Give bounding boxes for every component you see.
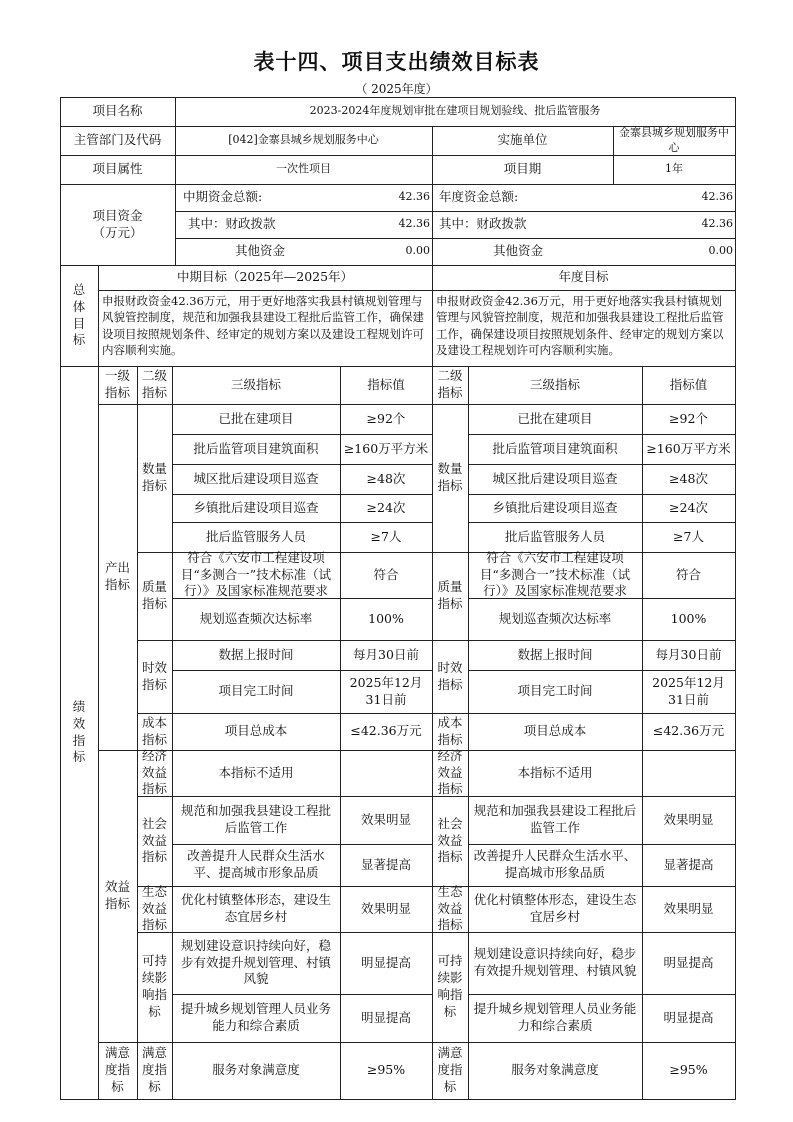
mid-goal-text: 申报财政资金42.36万元，用于更好地落实我县村镇规划管理与风貌管控制度，规范和加强我县建设工程批后监管工作，确保建设项目按照规划条件、经审定的规划方案以及建设工程规划许可内容顺利实施。 — [102, 294, 424, 357]
indicator-value-left: ≥48次 — [366, 470, 406, 486]
indicator-value-right: ≥24次 — [669, 499, 708, 515]
indicator-name-left: 批后监管项目建筑面积 — [193, 440, 319, 456]
indicator-name-left: 城区批后建设项目巡查 — [193, 470, 319, 486]
indicator-value-right: 明显提高 — [663, 1009, 714, 1025]
indicator-name-left: 规范和加强我县建设工程批后监管工作 — [180, 803, 331, 835]
indicator-name-left: 改善提升人民群众生活水平、提高城市形象品质 — [187, 848, 325, 880]
level1-satisfaction: 满意 度指 标 — [104, 1045, 130, 1094]
level2-quality-right: 质量 指标 — [437, 579, 463, 611]
table-bottom-border — [60, 1099, 736, 1100]
indicator-name-left: 服务对象满意度 — [212, 1062, 300, 1078]
indicator-value-left: 符合 — [373, 566, 399, 582]
indicator-value-left: 效果明显 — [360, 900, 411, 916]
col-header-value-left: 指标值 — [367, 376, 405, 392]
mid-other-value: 0.00 — [405, 244, 430, 258]
indicator-name-right: 批后监管服务人员 — [504, 528, 605, 544]
indicator-value-right: ≥48次 — [669, 470, 708, 486]
year-other-value: 0.00 — [708, 244, 733, 258]
col-header-value-right: 指标值 — [669, 376, 708, 392]
level2-economic-right: 经济 效益 指标 — [437, 747, 463, 797]
indicator-name-right: 规范和加强我县建设工程批后监管工作 — [473, 803, 637, 835]
indicator-value-right: 显著提高 — [663, 856, 714, 872]
indicator-name-right: 服务对象满意度 — [511, 1062, 599, 1078]
indicator-value-left: ≥7人 — [370, 528, 402, 544]
indicator-value-right: 符合 — [675, 566, 701, 582]
indicator-name-right: 改善提升人民群众生活水平、提高城市形象品质 — [473, 848, 637, 880]
indicator-value-right: 效果明显 — [663, 900, 714, 916]
mid-goal-header: 中期目标（2025年—2025年） — [176, 269, 354, 285]
attr-value: 一次性项目 — [276, 162, 331, 176]
year-goal-text: 申报财政资金42.36万元，用于更好地落实我县村镇规划管理与风貌管控制度，规范和加强我县建设工程批后监管工作，确保建设项目按照规划条件、经审定的规划方案以及建设工程规划许可内容顺利实施。 — [436, 294, 724, 357]
col-header-level2-left: 二级 指标 — [141, 368, 167, 400]
indicator-value-right: 每月30日前 — [655, 646, 722, 662]
year-total-label: 年度资金总额: — [439, 189, 519, 205]
indicator-value-left: 每月30日前 — [353, 646, 419, 662]
perf-label: 绩 效 指 标 — [72, 698, 86, 765]
indicator-name-right: 批后监管项目建筑面积 — [492, 440, 618, 456]
indicator-value-left: 明显提高 — [360, 1009, 411, 1025]
indicator-value-right: ≥160万平方米 — [646, 440, 731, 456]
indicator-name-right: 已批在建项目 — [517, 410, 593, 426]
indicator-name-left: 规划建设意识持续向好，稳步有效提升规划管理、村镇风貌 — [180, 937, 331, 987]
level2-quantity-left: 数量 指标 — [141, 461, 167, 493]
impl-label: 实施单位 — [497, 132, 548, 148]
level2-sustainability-right: 可持 续影 响指 标 — [437, 953, 463, 1019]
level2-cost-left: 成本 指标 — [141, 714, 167, 747]
col-header-level2-right: 二级 指标 — [437, 368, 463, 400]
indicator-name-right: 提升城乡规划管理人员业务能力和综合素质 — [473, 1001, 637, 1033]
level2-timeliness-right: 时效 指标 — [437, 659, 463, 692]
indicator-value-left: ≥95% — [366, 1062, 406, 1078]
indicator-name-right: 城区批后建设项目巡查 — [492, 470, 618, 486]
attr-label: 项目属性 — [92, 161, 143, 177]
level2-quality-left: 质量 指标 — [141, 579, 167, 611]
indicator-value-left — [340, 750, 432, 796]
dept-label: 主管部门及代码 — [73, 132, 162, 148]
level2-cost-right: 成本 指标 — [437, 714, 463, 747]
level2-social-left: 社会 效益 指标 — [141, 815, 167, 865]
col-header-level3-right: 三级指标 — [529, 376, 580, 392]
indicator-name-right: 本指标不适用 — [517, 764, 593, 780]
indicator-name-left: 符合《六安市工程建设项目“多测合一”技术标准（试行）》及国家标准规范要求 — [180, 549, 332, 599]
funds-label: 项目资金 （万元） — [92, 207, 143, 240]
year-goal-header: 年度目标 — [558, 269, 609, 285]
period-label: 项目期 — [503, 161, 542, 177]
project-name-label: 项目名称 — [92, 103, 143, 119]
mid-total-label: 中期资金总额: — [183, 189, 263, 205]
year-fiscal-value: 42.36 — [701, 217, 733, 231]
year-fiscal-label: 其中：财政拨款 — [439, 216, 527, 232]
indicator-value-left: 效果明显 — [360, 811, 411, 827]
project-name-value: 2023-2024年度规划审批在建项目规划验线、批后监管服务 — [309, 104, 601, 118]
level2-ecological-right: 生态 效益 指标 — [437, 883, 463, 933]
indicator-name-left: 规划巡查频次达标率 — [199, 610, 313, 626]
indicator-name-left: 批后监管服务人员 — [205, 528, 306, 544]
level2-satisfaction-right: 满意 度指 标 — [437, 1045, 463, 1094]
indicator-name-left: 本指标不适用 — [218, 764, 294, 780]
indicator-value-right: ≥7人 — [673, 528, 704, 544]
level2-sustainability-left: 可持 续影 响指 标 — [141, 953, 167, 1019]
indicator-value-left: 显著提高 — [360, 856, 411, 872]
indicator-name-right: 乡镇批后建设项目巡查 — [492, 499, 618, 515]
level1-benefit: 效益 指标 — [104, 879, 130, 911]
level2-quantity-right: 数量 指标 — [437, 461, 463, 493]
year-total-value: 42.36 — [701, 190, 733, 204]
level2-timeliness-left: 时效 指标 — [141, 659, 167, 692]
indicator-name-left: 数据上报时间 — [218, 646, 294, 662]
indicator-value-right: 效果明显 — [663, 811, 714, 827]
year-other-label: 其他资金 — [492, 243, 543, 259]
mid-other-label: 其他资金 — [234, 243, 285, 259]
indicator-name-right: 规划建设意识持续向好，稳步有效提升规划管理、村镇风貌 — [473, 946, 637, 978]
impl-value: 金寨县城乡规划服务中心 — [619, 125, 729, 154]
indicator-name-right: 规划巡查频次达标率 — [498, 610, 612, 626]
page-title: 表十四、项目支出绩效目标表 — [253, 49, 540, 74]
indicator-name-left: 优化村镇整体形态，建设生态宜居乡村 — [180, 892, 331, 924]
mid-fiscal-label: 其中：财政拨款 — [188, 216, 276, 232]
year-label: （ 2025年度） — [355, 82, 438, 96]
indicator-name-left: 已批在建项目 — [218, 410, 294, 426]
indicator-value-right: ≤42.36万元 — [652, 723, 725, 739]
col-header-level1: 一级 指标 — [104, 368, 130, 400]
indicator-name-right: 优化村镇整体形态，建设生态宜居乡村 — [473, 892, 637, 924]
indicator-name-right: 符合《六安市工程建设项目“多测合一”技术标准（试行）》及国家标准规范要求 — [479, 549, 631, 599]
dept-value: [042]金寨县城乡规划服务中心 — [228, 133, 379, 147]
indicator-name-left: 项目总成本 — [224, 723, 288, 739]
indicator-value-left: 100% — [368, 610, 404, 626]
overall-goals-label: 总 体 目 标 — [72, 281, 86, 348]
period-value: 1年 — [665, 162, 683, 176]
level2-social-right: 社会 效益 指标 — [437, 815, 463, 865]
indicator-value-left: ≥24次 — [366, 499, 406, 515]
indicator-value-right: 2025年12月31日前 — [652, 674, 725, 707]
indicator-name-left: 乡镇批后建设项目巡查 — [193, 499, 319, 515]
indicator-name-left: 提升城乡规划管理人员业务能力和综合素质 — [180, 1001, 331, 1033]
indicator-name-right: 数据上报时间 — [517, 646, 593, 662]
indicator-value-left: ≥160万平方米 — [343, 440, 429, 456]
indicator-value-left: 明显提高 — [360, 954, 411, 970]
indicator-value-right: 明显提高 — [663, 954, 714, 970]
indicator-value-right — [642, 750, 735, 796]
indicator-name-right: 项目完工时间 — [517, 683, 593, 699]
mid-fiscal-value: 42.36 — [398, 217, 430, 231]
indicator-value-left: ≤42.36万元 — [350, 723, 422, 739]
level1-output: 产出 指标 — [104, 560, 130, 592]
level2-satisfaction-left: 满意 度指 标 — [141, 1045, 167, 1094]
indicator-name-right: 项目总成本 — [523, 723, 587, 739]
table-rule — [432, 184, 433, 266]
indicator-value-left: ≥92个 — [366, 410, 406, 426]
mid-total-value: 42.36 — [398, 190, 430, 204]
level2-economic-left: 经济 效益 指标 — [141, 747, 167, 797]
col-header-level3-left: 三级指标 — [230, 376, 281, 392]
indicator-value-right: 100% — [670, 610, 707, 626]
level2-ecological-left: 生态 效益 指标 — [141, 883, 167, 933]
indicator-value-right: ≥92个 — [669, 410, 708, 426]
indicator-name-left: 项目完工时间 — [218, 683, 294, 699]
indicator-value-left: 2025年12月31日前 — [349, 674, 423, 707]
indicator-value-right: ≥95% — [669, 1062, 708, 1078]
